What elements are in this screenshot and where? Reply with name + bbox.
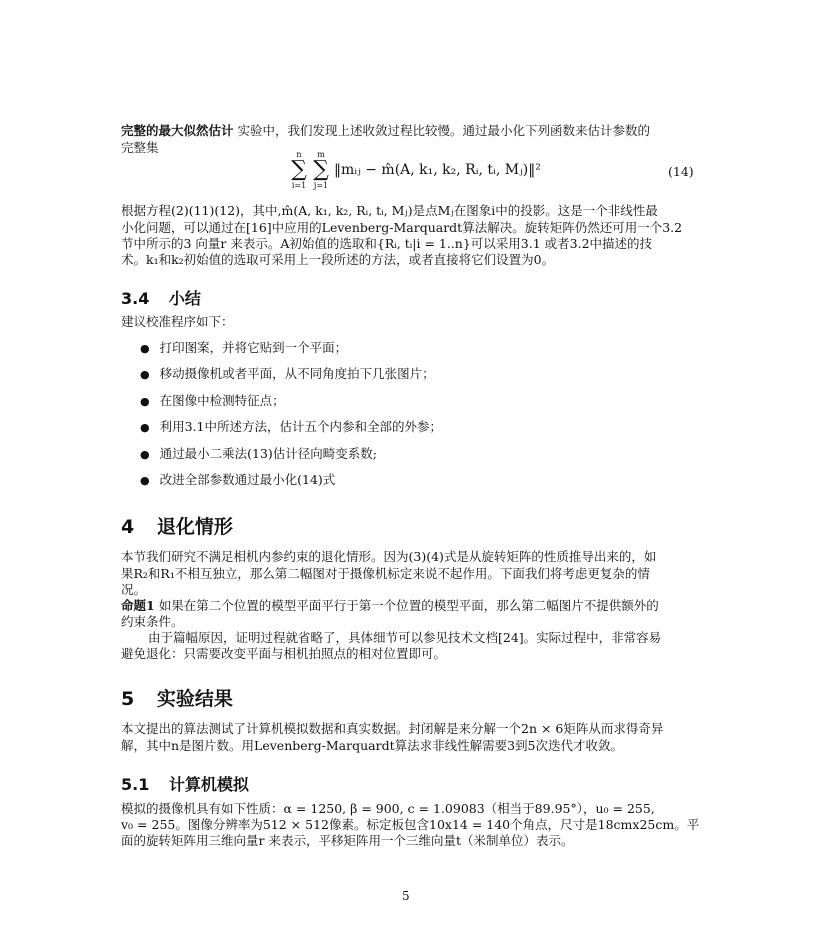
paragraph-ml-estimation-line1 bbox=[121, 122, 650, 139]
paragraph-6-line2: 解，其中n是图片数。用Levenberg-Marquardt算法求非线性解需要3到5次迭代才收敛。 bbox=[121, 738, 623, 753]
paragraph-7-line2: v₀ = 255。图像分辨率为512 × 512像素。标定板包含10x14 = 140个角点，尺寸是18cmx25cm。平 bbox=[121, 817, 700, 832]
list-item: ● 改进全部参数通过最小化(14)式 bbox=[140, 472, 336, 487]
sum-j-upper: m bbox=[317, 150, 325, 159]
list-item: ● 打印图案，并将它贴到一个平面； bbox=[140, 340, 348, 355]
proposition-text: 如果在第二个位置的模型平面平行于第一个位置的模型平面，那么第二幅图片不提供额外的 bbox=[158, 598, 659, 613]
section-title: 小结 bbox=[168, 289, 201, 308]
list-item: ● 通过最小二乘法(13)估计径向畸变系数; bbox=[140, 446, 377, 461]
paragraph-2-line4: 术。k₁和k₂初始值的选取可采用上一段所述的方法，或者直接将它们设置为0。 bbox=[121, 252, 555, 267]
proposition-1-line2: 约束条件。 bbox=[121, 614, 184, 629]
section-number: 3.4 bbox=[121, 289, 150, 308]
list-item: ● 在图像中检测特征点； bbox=[140, 393, 285, 408]
proposition-1-line1 bbox=[121, 597, 659, 614]
equation-14 bbox=[288, 150, 548, 194]
paragraph-2-line2: 小化问题，可以通过在[16]中应用的Levenberg-Marquardt算法解决。旋转矩阵仍然还可用一个3.2 bbox=[121, 220, 683, 235]
equation-body: ‖mᵢⱼ − m̂(A, k₁, k₂, Rᵢ, tᵢ, Mⱼ)‖² bbox=[334, 162, 541, 178]
section-number: 5.1 bbox=[121, 775, 150, 794]
sum-i-symbol: ∑ bbox=[291, 157, 307, 182]
paragraph-4-line2: 果R₂和R₁不相互独立，那么第二幅图对于摄像机标定来说不起作用。下面我们将考虑更复杂的情 bbox=[121, 566, 650, 581]
bullet-icon: ● bbox=[140, 448, 150, 461]
paragraph-5-line1: 由于篇幅原因，证明过程就省略了，具体细节可以参见技术文档[24]。实际过程中，非常容易 bbox=[148, 630, 662, 645]
paragraph-7-line1: 模拟的摄像机具有如下性质：α = 1250, β = 900, c = 1.09083（相当于89.95°），u₀ = 255, bbox=[121, 801, 655, 816]
paragraph-2-line3: 节中所示的3 向量r 来表示。A初始值的选取和{Rᵢ, tᵢ|i = 1..n}可以采用3.1 或者3.2中描述的技 bbox=[121, 236, 653, 251]
section-number: 5 bbox=[121, 688, 135, 710]
sum-j-symbol: ∑ bbox=[313, 157, 329, 182]
section-number: 4 bbox=[121, 516, 135, 538]
ml-estimation-text: 实验中，我们发现上述收敛过程比较慢。通过最小化下列函数来估计参数的 bbox=[237, 123, 651, 138]
paragraph-ml-estimation-line2: 完整集 bbox=[121, 140, 159, 155]
section-5-1-heading bbox=[121, 772, 249, 795]
page-number: 5 bbox=[402, 889, 410, 903]
sum-j-lower: j=1 bbox=[313, 181, 329, 190]
bullet-icon: ● bbox=[140, 395, 150, 408]
paragraph-4-line3: 况。 bbox=[121, 582, 147, 597]
list-item: ● 移动摄像机或者平面，从不同角度拍下几张图片； bbox=[140, 366, 435, 381]
bullet-icon: ● bbox=[140, 421, 150, 434]
paragraph-5-line2: 避免退化：只需要改变平面与相机拍照点的相对位置即可。 bbox=[121, 646, 447, 661]
sum-i-lower: i=1 bbox=[291, 181, 307, 190]
bullet-icon: ● bbox=[140, 342, 150, 355]
paragraph-6-line1: 本文提出的算法测试了计算机模拟数据和真实数据。封闭解是来分解一个2n × 6矩阵从而求得奇异 bbox=[121, 721, 664, 736]
paragraph-4-line1: 本节我们研究不满足相机内参约束的退化情形。因为(3)(4)式是从旋转矩阵的性质推导出来的，如 bbox=[121, 549, 657, 564]
sum-i-upper: n bbox=[296, 150, 302, 159]
section-title: 退化情形 bbox=[156, 516, 233, 538]
equation-number: (14) bbox=[668, 164, 694, 179]
bullet-icon: ● bbox=[140, 368, 150, 381]
section-title: 实验结果 bbox=[156, 688, 233, 710]
section-5-heading bbox=[121, 684, 233, 711]
procedure-intro: 建议校准程序如下： bbox=[121, 314, 234, 329]
paragraph-2-line1: 根据方程(2)(11)(12)，其中,m̂(A, k₁, k₂, Rᵢ, tᵢ, Mⱼ)是点Mⱼ在图象i中的投影。这是一个非线性最 bbox=[121, 203, 658, 218]
section-title: 计算机模拟 bbox=[168, 775, 249, 794]
bullet-icon: ● bbox=[140, 474, 150, 487]
proposition-label: 命题1 bbox=[121, 598, 155, 613]
paragraph-7-line3: 面的旋转矩阵用三维向量r 来表示，平移矩阵用一个三维向量t（米制单位）表示。 bbox=[121, 833, 574, 848]
sum-i bbox=[288, 150, 310, 190]
section-3-4-heading bbox=[121, 286, 201, 309]
sum-j bbox=[310, 150, 332, 190]
list-item: ● 利用3.1中所述方法，估计五个内参和全部的外参； bbox=[140, 419, 442, 434]
section-4-heading bbox=[121, 512, 233, 539]
ml-estimation-heading: 完整的最大似然估计 bbox=[121, 123, 234, 138]
